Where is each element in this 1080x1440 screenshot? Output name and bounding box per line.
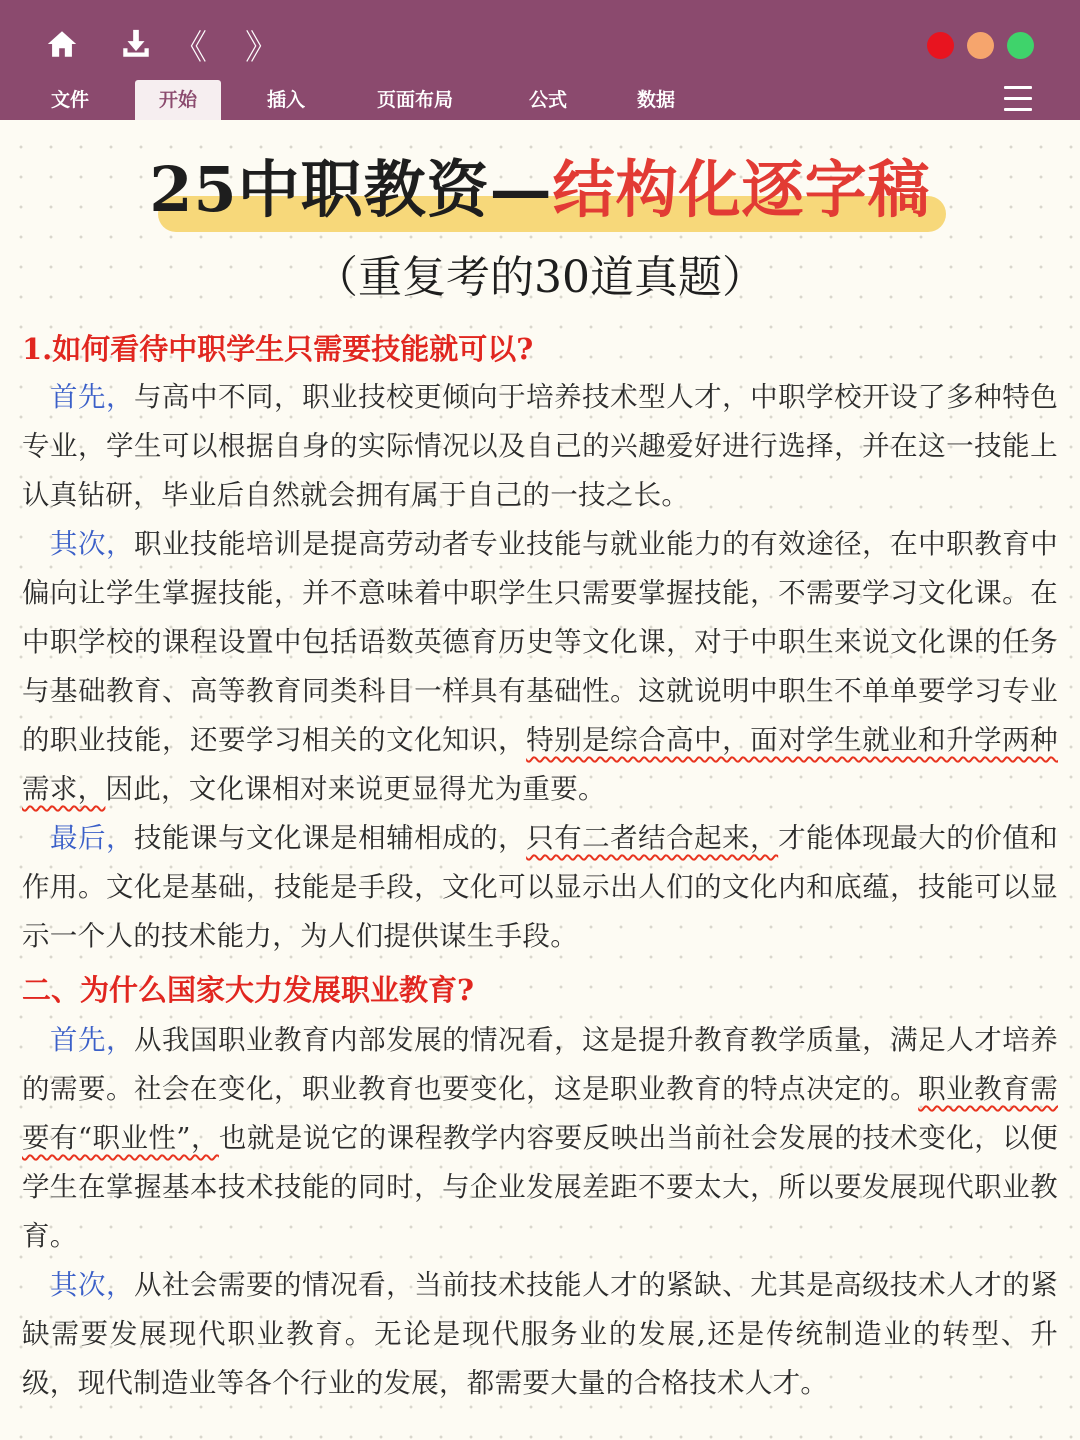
- close-dot[interactable]: [927, 32, 954, 59]
- paragraph-lead: 其次，: [50, 528, 135, 560]
- tab-formula[interactable]: 公式: [528, 89, 567, 111]
- ribbon-tabs: [0, 80, 1080, 120]
- wavy-underlined-text: 特别是综合高中，面对学生就业和升学两种需求，: [22, 724, 1058, 805]
- wavy-underlined-text: 只有二者结合起来，: [526, 822, 779, 854]
- paragraph-text: 才能体现最大的价值和作用。文化是基础，技能是手段，文化可以显示出人们的文化内和底蕴，技能可以显示一个人的技术能力，为人们提供谋生手段。: [22, 822, 1059, 952]
- paragraph-text: 从社会需要的情况看，当前技术技能人才的紧缺、尤其是高级技术人才的紧缺需要发展现代职业教育。无论是现代服务业的发展,还是传统制造业的转型、升级，现代制造业等各个行业的发展，都需要大量的合格技术人才。: [22, 1269, 1058, 1399]
- paragraph-lead: 其次，: [50, 1269, 135, 1301]
- app-toolbar: [0, 0, 1080, 120]
- back-glyph: 《: [173, 27, 207, 68]
- question-heading: 1.如何看待中职学生只需要技能就可以?: [22, 332, 534, 366]
- tab-insert[interactable]: 插入: [266, 89, 305, 111]
- title-red-part: 结构化逐字稿: [552, 153, 931, 226]
- title-black-part: 25中职教资—: [149, 153, 553, 226]
- paragraph-text: 因此，文化课相对来说更显得尤为重要。: [105, 773, 606, 805]
- download-icon[interactable]: [118, 26, 154, 62]
- paragraph-text: 职业技能培训是提高劳动者专业技能与就业能力的有效途径，在中职教育中偏向让学生掌握技能，并不意味着中职学生只需要掌握技能，不需要学习文化课。在中职学校的课程设置中包括语数英德育历史等文化课，对于中职生来说文化课的任务与基础教育、高等教育同类科目一样具有基础性。这就说明中职生不单单要学习专业的职业技能，还要学习相关的文化知识，: [22, 528, 1058, 756]
- tab-home[interactable]: 开始: [135, 80, 221, 120]
- paragraph-text: 与高中不同，职业技校更倾向于培养技术型人才，中职学校开设了多种特色专业，学生可以根据自身的实际情况以及自己的兴趣爱好进行选择，并在这一技能上认真钻研，毕业后自然就会拥有属于自己的一技之长。: [22, 381, 1058, 511]
- tab-data[interactable]: 数据: [636, 89, 675, 111]
- document-body: [0, 120, 1080, 1440]
- title-block: [0, 148, 1080, 238]
- home-icon[interactable]: [44, 26, 80, 62]
- paragraph: [22, 814, 1058, 961]
- page-subtitle: （重复考的30道真题）: [314, 252, 766, 303]
- forward-icon[interactable]: [240, 26, 284, 68]
- wavy-underlined-text: 职业教育需要有“职业性”，: [22, 1073, 1058, 1154]
- forward-glyph: 》: [245, 27, 279, 68]
- paragraph-lead: 首先，: [50, 1024, 135, 1056]
- minimize-dot[interactable]: [967, 32, 994, 59]
- hamburger-menu-icon[interactable]: [1004, 86, 1032, 112]
- paragraph-text: 技能课与文化课是相辅相成的，: [134, 822, 527, 854]
- paragraph-text: 从我国职业教育内部发展的情况看，这是提升教育教学质量，满足人才培养的需要。社会在变化，职业教育也要变化，这是职业教育的特点决定的。: [22, 1024, 1058, 1105]
- back-icon[interactable]: [168, 26, 212, 68]
- paragraph-text: 也就是说它的课程教学内容要反映出当前社会发展的技术变化，以便学生在掌握基本技术技能的同时，与企业发展差距不要太大，所以要发展现代职业教育。: [22, 1122, 1058, 1252]
- maximize-dot[interactable]: [1007, 32, 1034, 59]
- page-title: [0, 148, 1080, 232]
- window-controls: [927, 32, 1034, 59]
- paragraph-lead: 首先，: [50, 381, 135, 413]
- paragraph: [22, 520, 1058, 814]
- tab-page-layout[interactable]: 页面布局: [376, 89, 453, 111]
- paragraph: [22, 1261, 1058, 1408]
- tab-file[interactable]: 文件: [50, 89, 89, 111]
- paragraph: [22, 373, 1058, 520]
- paragraph-lead: 最后，: [50, 822, 135, 854]
- question-heading: 二、为什么国家大力发展职业教育?: [22, 973, 474, 1007]
- paragraph: [22, 1016, 1058, 1261]
